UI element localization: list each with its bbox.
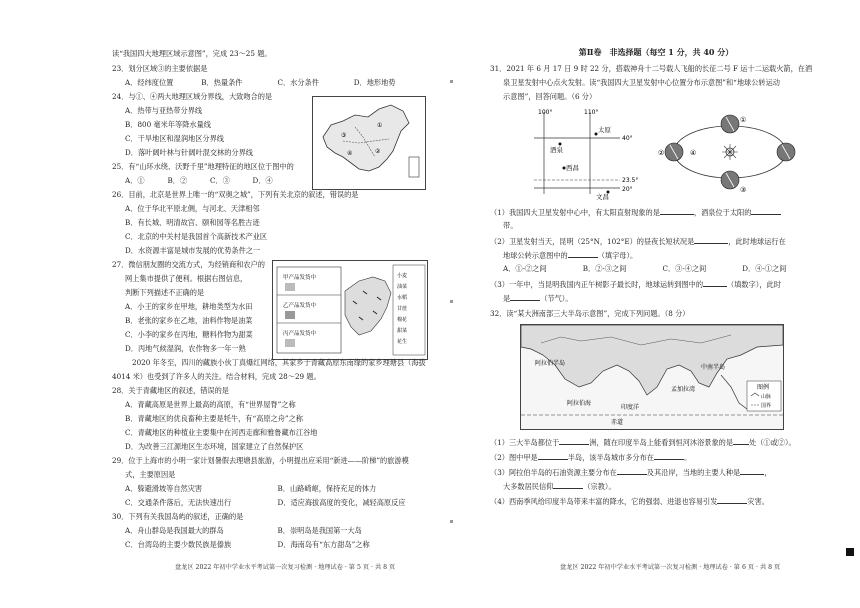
intro-23-25: 读“我国四大地理区域示意图”，完成 23～25 题。 [112, 49, 272, 58]
crop-map-svg [273, 261, 427, 359]
q30-option-b: B．崇明岛是我国第一大岛 [277, 526, 362, 535]
svg-text:④: ④ [347, 150, 353, 157]
q28-option-a: A．青藏高原是世界上最高的高原，有“世界屋脊”之称 [125, 400, 296, 409]
svg-text:②: ② [375, 148, 381, 155]
fig31-lat-23-5: 23.5° [622, 177, 639, 184]
q26-option-b: B．有长城、明清故宫、颐和园等名胜古迹 [125, 218, 260, 227]
map-label-arabia: 阿拉伯半岛 [535, 360, 566, 367]
q31-2-blank-2[interactable] [568, 251, 598, 258]
corner-marker [846, 548, 854, 556]
fold-dot [450, 300, 453, 303]
left-page-footer: 盘龙区 2022 年初中学业水平考试第一次复习检测 · 地理试卷 · 第 5 页 · 共 8 页 [175, 564, 396, 571]
q24-option-d: D．落叶阔叶林与针阔叶混交林的分界线 [125, 148, 253, 157]
q31-line3: 示意图”，回答问题。（6 分） [503, 92, 597, 101]
q31-line1: 31．2021 年 6 月 17 日 9 时 22 分，搭载神舟十二号载人飞船的长征二号 F 运十二运载火箭，在酒 [490, 64, 813, 73]
map-label-bay-of-bengal: 孟加拉湾 [671, 386, 696, 393]
q27-line1: 27．微信朋友圈的交流方式，为经销商和农户的 [112, 260, 265, 269]
q31-2-option-b: B．②-③之间 [582, 264, 627, 273]
fig31-wenchang: 文昌 [596, 193, 609, 200]
q24-stem: 24．与①、④两大地理区域分界线，大致吻合的是 [112, 92, 273, 101]
q24-option-c: C．干旱地区和湿润地区分界线 [125, 134, 224, 143]
fig31-lat-20: 20° [622, 186, 633, 193]
fig31-num-3: ③ [740, 186, 747, 194]
peninsulas-map-svg [521, 325, 783, 429]
q23-option-c: C．水分条件 [277, 78, 319, 87]
fig27-post2: 乙产品发货中 [283, 303, 317, 309]
q30-option-d: D．海南岛有“东方甜岛”之称 [277, 540, 370, 549]
q27-option-c: C．小李的家乡在丙地，糖料作物为甜菜 [125, 330, 253, 339]
q30-option-c: C．台湾岛的主要少数民族是傣族 [125, 540, 232, 549]
q29-option-b: B．山路崎岖，保持充足的体力 [277, 484, 377, 493]
fig31-num-1: ① [740, 116, 747, 124]
fig27-legend-1: 油菜 [397, 284, 408, 290]
q31-2-option-d: D．④-①之间 [742, 264, 787, 273]
q24-option-a: A．热带与亚热带分界线 [125, 106, 203, 115]
q31-1-line: （1）我国四大卫星发射中心中，有太阳直射现象的是 ，酒泉位于太阳的 [490, 208, 822, 216]
map-legend-mountains: 山脉 [761, 394, 772, 400]
q32-1-line: （1）三大半岛都位于 洲，随在印度半岛上能看到恒河沐浴景象的是 处（①或②）。 [490, 438, 796, 447]
q25-stem: 25．有“山环水绕、沃野千里”地理特征的地区位于图中的 [112, 162, 294, 171]
fig27-legend-3: 甘蔗 [397, 306, 408, 312]
q28-intro-line1: 2020 年冬至，四川的藏族小伙丁真爆红网络，其家乡于青藏高原东南缘的家乡理塘县（海拔 [132, 358, 426, 367]
q28-option-b: B．青藏地区的优良畜种主要是牦牛，有“高原之舟”之称 [125, 414, 303, 423]
q31-2-option-c: C．③-④之间 [662, 264, 707, 273]
map-label-indochina: 中南半岛 [701, 364, 726, 371]
fig31-num-4: ④ [690, 149, 697, 157]
q31-2-line: （2）卫星发射当天，昆明（25°N，102°E）的昼夜长短状况是 ，此时地球运行在 [490, 237, 786, 246]
q32-3-blank-2[interactable] [740, 468, 764, 475]
q31-2-blank-1[interactable] [694, 237, 728, 244]
q30-options-ab [112, 527, 430, 534]
q30-stem: 30．下列有关我国岛屿的叙述，正确的是 [112, 512, 244, 521]
q32-3-line: （3）阿拉伯半岛的石油资源主要分布在 及其沿岸，当地的主要人种是 ， [490, 468, 772, 477]
fig31-jiuquan: 酒泉 [550, 146, 563, 154]
fold-dot [450, 520, 453, 523]
q31-1-blank-2[interactable] [751, 208, 781, 215]
q32-3-blank-1[interactable] [617, 468, 647, 475]
q29-option-d: D．适应海拔高度的变化，减轻高原反应 [277, 498, 406, 507]
fig27-post3: 丙产品发货中 [283, 331, 317, 337]
china-regions-map [312, 96, 426, 190]
q31-2-options [490, 265, 822, 272]
fig27-legend-5: 甜菜 [397, 328, 408, 334]
china-regions-map-svg [313, 97, 425, 189]
fig31-xichang: 西昌 [566, 164, 579, 172]
q26-stem: 26．目前，北京是世界上唯一的“双奥之城”，下列有关北京的叙述，错误的是 [112, 190, 359, 199]
q25-option-c: C．③ [210, 176, 230, 185]
q23-options [112, 79, 430, 86]
fig31-lon-110: 110° [584, 109, 599, 116]
q29-options-ab [112, 485, 430, 492]
q26-option-d: D．水资源丰富是城市发展的优势条件之一 [125, 246, 261, 255]
crop-map-figure [272, 260, 428, 360]
map-label-equator: 赤道 [611, 419, 624, 426]
q26-option-a: A．位于华北平原北侧，与河北、天津相邻 [125, 204, 260, 213]
fig31-num-2: ② [658, 149, 665, 157]
q31-3-blank-1[interactable] [703, 280, 727, 287]
section-title: 第Ⅱ卷 非选择题（每空 1 分，共 40 分） [578, 47, 734, 57]
q23-option-a: A．经纬度位置 [125, 78, 174, 87]
q32-1-blank-1[interactable] [559, 438, 589, 445]
left-page [112, 38, 430, 570]
q29-line2: 式，主要原因是 [125, 470, 176, 479]
q32-4-line: （4）西南季风给印度半岛带来丰富的降水，它的强弱、进退也容易引发 灾害。 [490, 497, 769, 506]
map-legend-title: 图例 [757, 384, 770, 391]
q25-option-a: A．① [125, 176, 145, 185]
q28-intro-line2: 4014 米）也受到了许多人的关注。结合材料，完成 28～29 题。 [112, 372, 321, 381]
q31-3-line2: 是 （节气）。 [503, 294, 573, 303]
q27-line2: 网上集市提供了便利。根据右图信息， [125, 274, 248, 283]
south-asia-peninsulas-map [520, 324, 784, 430]
q32-2-blank-1[interactable] [538, 453, 568, 460]
fig27-legend-2: 水稻 [397, 295, 408, 301]
q29-options-cd [112, 499, 430, 506]
fig31-taiyuan: 太原 [598, 126, 611, 134]
q23-option-d: D．地形地势 [353, 78, 396, 87]
q31-2-option-a: A．①-②之间 [503, 264, 547, 273]
q31-3-blank-2[interactable] [510, 294, 540, 301]
q28-stem: 28．关于青藏地区的叙述，错误的是 [112, 386, 229, 395]
svg-text:③: ③ [341, 132, 347, 139]
q30-option-a: A．舟山群岛是我国最大的群岛 [125, 526, 224, 535]
q27-option-b: B．老张的家乡在乙地，油料作物是油菜 [125, 316, 253, 325]
q31-3-line: （3）一年中，当昆明我国内正午树影子最长时，地球运转到图中的 （填数字），此时 [490, 280, 781, 289]
launch-sites-and-orbit-svg [530, 108, 800, 200]
fig27-legend-4: 棉花 [397, 317, 408, 323]
q31-figures [530, 108, 800, 200]
q31-2-line2: 地球公转示意图中的 （填字母）。 [503, 251, 638, 260]
q28-option-d: D．为改善三江源地区生态环境，国家建立了自然保护区 [125, 442, 304, 451]
fig31-lat-40: 40° [622, 135, 633, 142]
q25-option-d: D．④ [252, 176, 273, 185]
fig31-lon-100: 100° [538, 109, 553, 116]
q31-line2: 泉卫星发射中心点火发射。读“我国四大卫星发射中心位置分布示意图”和“地球公转运动 [503, 78, 780, 87]
fig27-legend-0: 小麦 [397, 273, 408, 279]
svg-text:①: ① [377, 122, 383, 129]
q29-option-c: C．交通条件落后，无法快速出行 [125, 498, 232, 507]
q29-line1: 29．位于上海市的小明一家计划暑假去理塘县旅游，小明提出应采用“新进——阶梯”的旅游模 [112, 456, 409, 465]
q26-option-c: C．北京的中关村是我国首个高新技术产业区 [125, 232, 268, 241]
map-label-arabian-sea: 阿拉伯海 [567, 400, 592, 407]
q25-option-b: B．② [167, 176, 188, 185]
q23-stem: 23．划分区域③的主要依据是 [112, 64, 208, 73]
fig27-legend-6: 花生 [397, 339, 408, 345]
right-page [490, 38, 822, 570]
q27-option-a: A．小王的家乡在甲地，耕地类型为水田 [125, 302, 253, 311]
q31-1-line2: 带。 [503, 221, 518, 230]
q32-2-blank-2[interactable] [654, 453, 684, 460]
q30-options-cd [112, 541, 430, 548]
q24-option-b: B．800 毫米年等降水量线 [125, 120, 211, 129]
q31-1-blank-1[interactable] [660, 208, 694, 215]
q32-2-line: （2）图中甲是 半岛，该半岛城市多分布在 。 [490, 453, 692, 462]
q29-option-a: A．躲避滑坡等自然灾害 [125, 484, 203, 493]
q32-3-blank-3[interactable] [553, 482, 583, 489]
q32-1-blank-2[interactable] [733, 438, 749, 445]
q23-option-b: B．热量条件 [201, 78, 243, 87]
fig27-post1: 甲产品发货中 [283, 275, 317, 281]
right-page-footer: 盘龙区 2022 年初中学业水平考试第一次复习检测 · 地理试卷 · 第 6 页 · 共 8 页 [560, 564, 781, 571]
map-label-indian-ocean: 印度洋 [621, 404, 640, 411]
q27-option-d: D．丙地气候湿润，农作物多一年一熟 [125, 344, 246, 353]
q25-options [112, 177, 295, 184]
q32-4-blank-1[interactable] [717, 497, 747, 504]
q28-option-c: C．青藏地区的种植业主要集中在河西走廊和雅鲁藏布江谷地 [125, 428, 318, 437]
q27-line3: 判断下列描述不正确的是 [125, 288, 205, 297]
map-legend-border: 国界 [761, 403, 772, 409]
q32-stem: 32．读“某大洲南部三大半岛示意图”，完成下列问题。（8 分） [490, 309, 690, 318]
q32-3-line2: 大多数居民信仰 （宗教）。 [503, 482, 616, 491]
fold-dot [450, 80, 453, 83]
